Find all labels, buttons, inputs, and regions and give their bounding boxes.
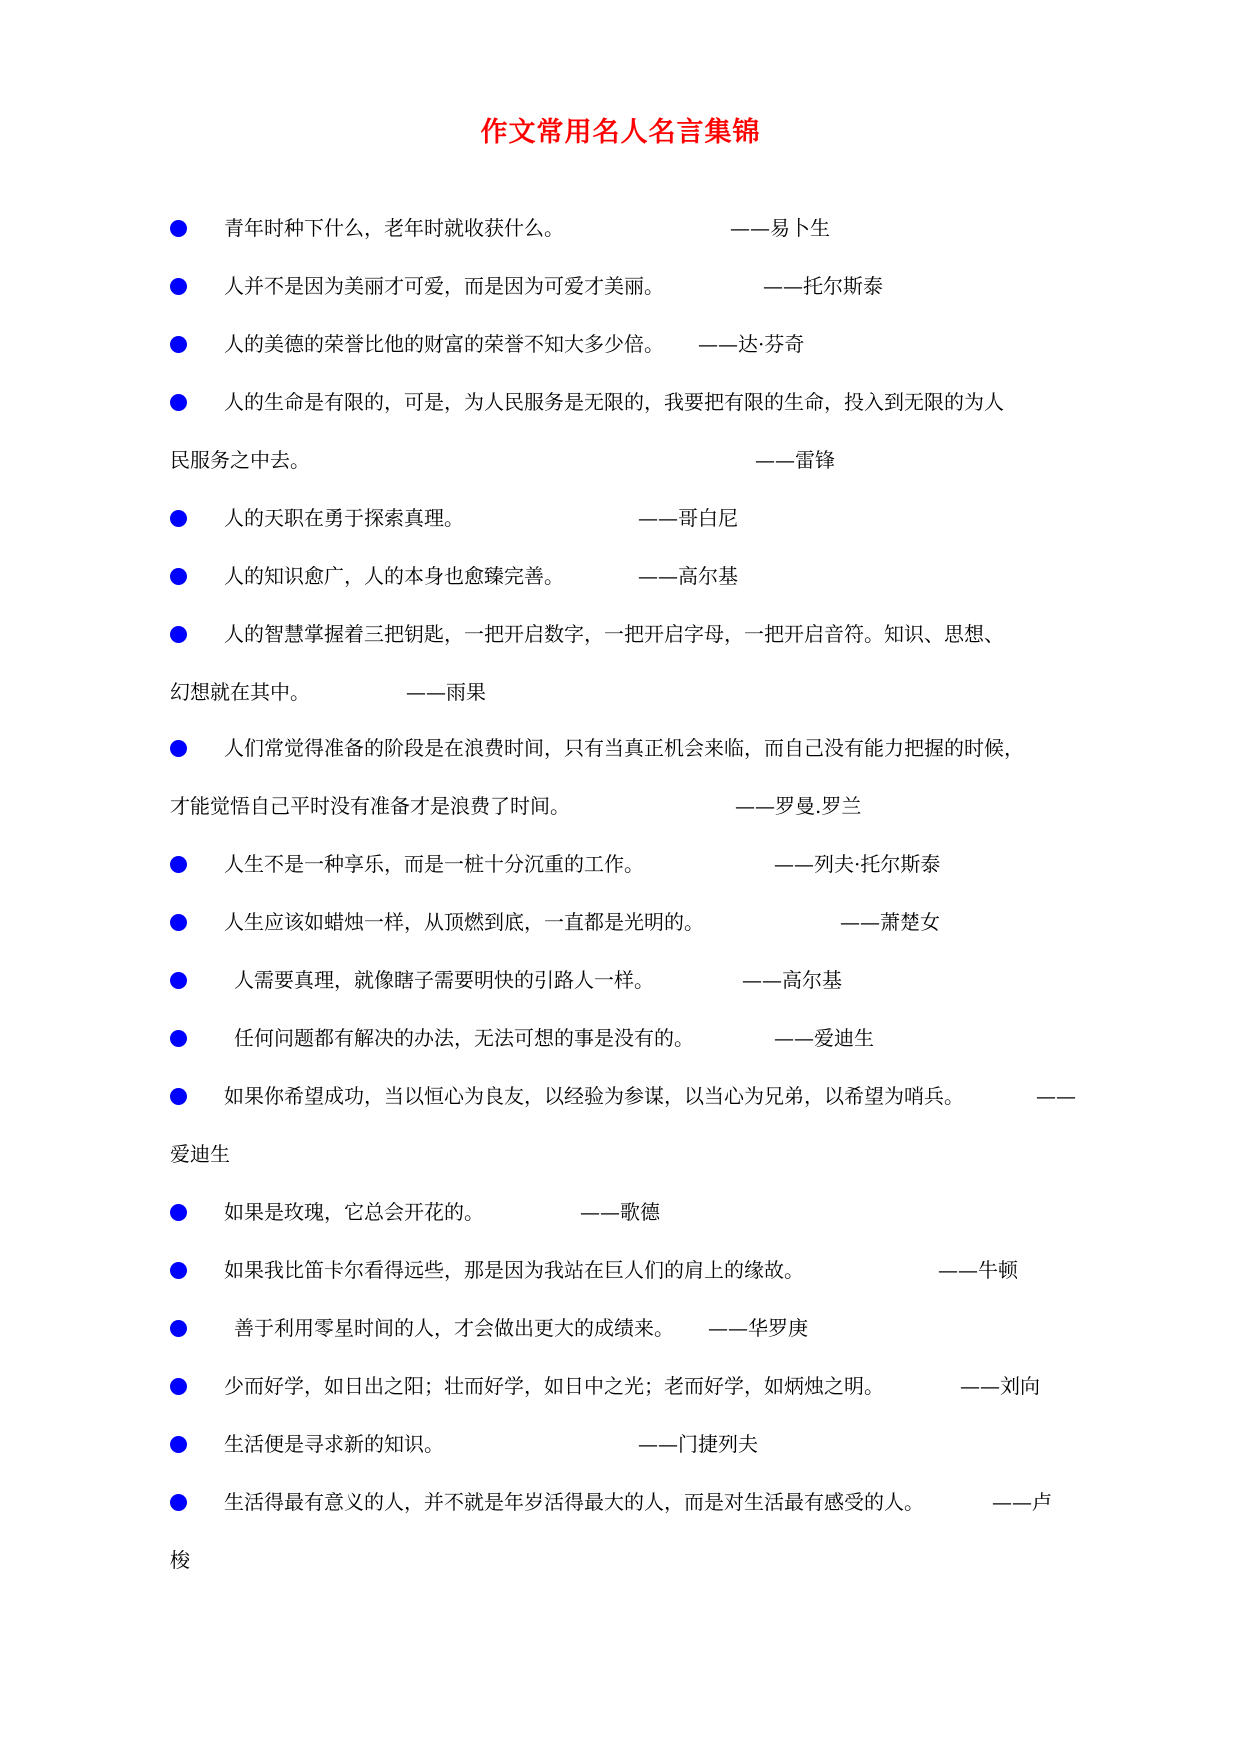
quote-author: ——歌德 (580, 1200, 660, 1224)
list-item (170, 489, 1090, 547)
bullet-icon (170, 220, 187, 237)
list-item (170, 719, 1090, 835)
quote-author: ——萧楚女 (840, 910, 940, 934)
quote-author: ——易卜生 (730, 216, 830, 240)
list-item (170, 1415, 1090, 1473)
quote-author: ——高尔基 (742, 968, 842, 992)
quote-text: 人的智慧掌握着三把钥匙，一把开启数字，一把开启字母，一把开启音符。知识、思想、 (224, 622, 1004, 646)
list-item (170, 893, 1090, 951)
quote-text: 任何问题都有解决的办法，无法可想的事是没有的。 (234, 1026, 694, 1050)
quote-author: —— (1036, 1084, 1076, 1108)
list-item (170, 1357, 1090, 1415)
quote-text: 生活得最有意义的人，并不就是年岁活得最大的人，而是对生活最有感受的人。 (224, 1490, 924, 1514)
bullet-icon (170, 1088, 187, 1105)
quote-text-continued: 幻想就在其中。 (170, 680, 310, 704)
quote-author: ——爱迪生 (774, 1026, 874, 1050)
quote-author: ——雨果 (406, 680, 486, 704)
bullet-icon (170, 856, 187, 873)
bullet-icon (170, 568, 187, 585)
quote-author: ——门捷列夫 (638, 1432, 758, 1456)
quote-text-continued: 才能觉悟自己平时没有准备才是浪费了时间。 (170, 794, 570, 818)
quote-author: ——罗曼.罗兰 (735, 794, 862, 818)
list-item (170, 1473, 1090, 1589)
quote-text: 生活便是寻求新的知识。 (224, 1432, 444, 1456)
quote-text: 人的生命是有限的，可是，为人民服务是无限的，我要把有限的生命，投入到无限的为人 (224, 390, 1004, 414)
quote-text: 人并不是因为美丽才可爱，而是因为可爱才美丽。 (224, 274, 664, 298)
list-item (170, 951, 1090, 1009)
quote-author-continued: 爱迪生 (170, 1142, 230, 1166)
bullet-icon (170, 740, 187, 757)
list-item (170, 373, 1090, 489)
quote-author: ——卢 (992, 1490, 1052, 1514)
list-item (170, 1183, 1090, 1241)
quote-author: ——高尔基 (638, 564, 738, 588)
quote-text: 人需要真理，就像瞎子需要明快的引路人一样。 (234, 968, 654, 992)
quote-author-continued: 梭 (170, 1548, 190, 1572)
page-title: 作文常用名人名言集锦 (480, 117, 761, 148)
list-item (170, 1009, 1090, 1067)
bullet-icon (170, 510, 187, 527)
quote-author: ——哥白尼 (638, 506, 738, 530)
bullet-icon (170, 336, 187, 353)
list-item (170, 547, 1090, 605)
bullet-icon (170, 914, 187, 931)
quote-text-continued: 民服务之中去。 (170, 448, 310, 472)
quote-text: 如果你希望成功，当以恒心为良友，以经验为参谋，以当心为兄弟，以希望为哨兵。 (224, 1084, 964, 1108)
bullet-icon (170, 1494, 187, 1511)
quote-text: 人的知识愈广，人的本身也愈臻完善。 (224, 564, 564, 588)
bullet-icon (170, 1262, 187, 1279)
list-item (170, 199, 1090, 257)
list-item (170, 605, 1090, 721)
quote-text: 少而好学，如日出之阳；壮而好学，如日中之光；老而好学，如炳烛之明。 (224, 1374, 884, 1398)
quote-author: ——列夫·托尔斯泰 (774, 852, 941, 876)
list-item (170, 315, 1090, 373)
bullet-icon (170, 1204, 187, 1221)
quote-text: 青年时种下什么，老年时就收获什么。 (224, 216, 564, 240)
list-item (170, 1067, 1090, 1183)
quote-author: ——牛顿 (938, 1258, 1018, 1282)
bullet-icon (170, 1436, 187, 1453)
quote-text: 人的天职在勇于探索真理。 (224, 506, 464, 530)
bullet-icon (170, 972, 187, 989)
bullet-icon (170, 626, 187, 643)
bullet-icon (170, 1030, 187, 1047)
bullet-icon (170, 1320, 187, 1337)
quote-text: 如果是玫瑰，它总会开花的。 (224, 1200, 484, 1224)
quote-author: ——雷锋 (755, 448, 835, 472)
list-item (170, 257, 1090, 315)
quote-text: 人生不是一种享乐，而是一桩十分沉重的工作。 (224, 852, 644, 876)
bullet-icon (170, 1378, 187, 1395)
bullet-icon (170, 278, 187, 295)
quote-author: ——刘向 (960, 1374, 1040, 1398)
quote-author: ——达·芬奇 (698, 332, 805, 356)
quote-text: 人们常觉得准备的阶段是在浪费时间，只有当真正机会来临，而自己没有能力把握的时候， (224, 736, 1024, 760)
list-item (170, 1241, 1090, 1299)
list-item (170, 1299, 1090, 1357)
list-item (170, 835, 1090, 893)
quote-text: 人生应该如蜡烛一样，从顶燃到底，一直都是光明的。 (224, 910, 704, 934)
quote-text: 人的美德的荣誉比他的财富的荣誉不知大多少倍。 (224, 332, 664, 356)
quote-author: ——华罗庚 (708, 1316, 808, 1340)
quote-text: 如果我比笛卡尔看得远些，那是因为我站在巨人们的肩上的缘故。 (224, 1258, 804, 1282)
quote-text: 善于利用零星时间的人，才会做出更大的成绩来。 (234, 1316, 674, 1340)
bullet-icon (170, 394, 187, 411)
quote-author: ——托尔斯泰 (763, 274, 883, 298)
